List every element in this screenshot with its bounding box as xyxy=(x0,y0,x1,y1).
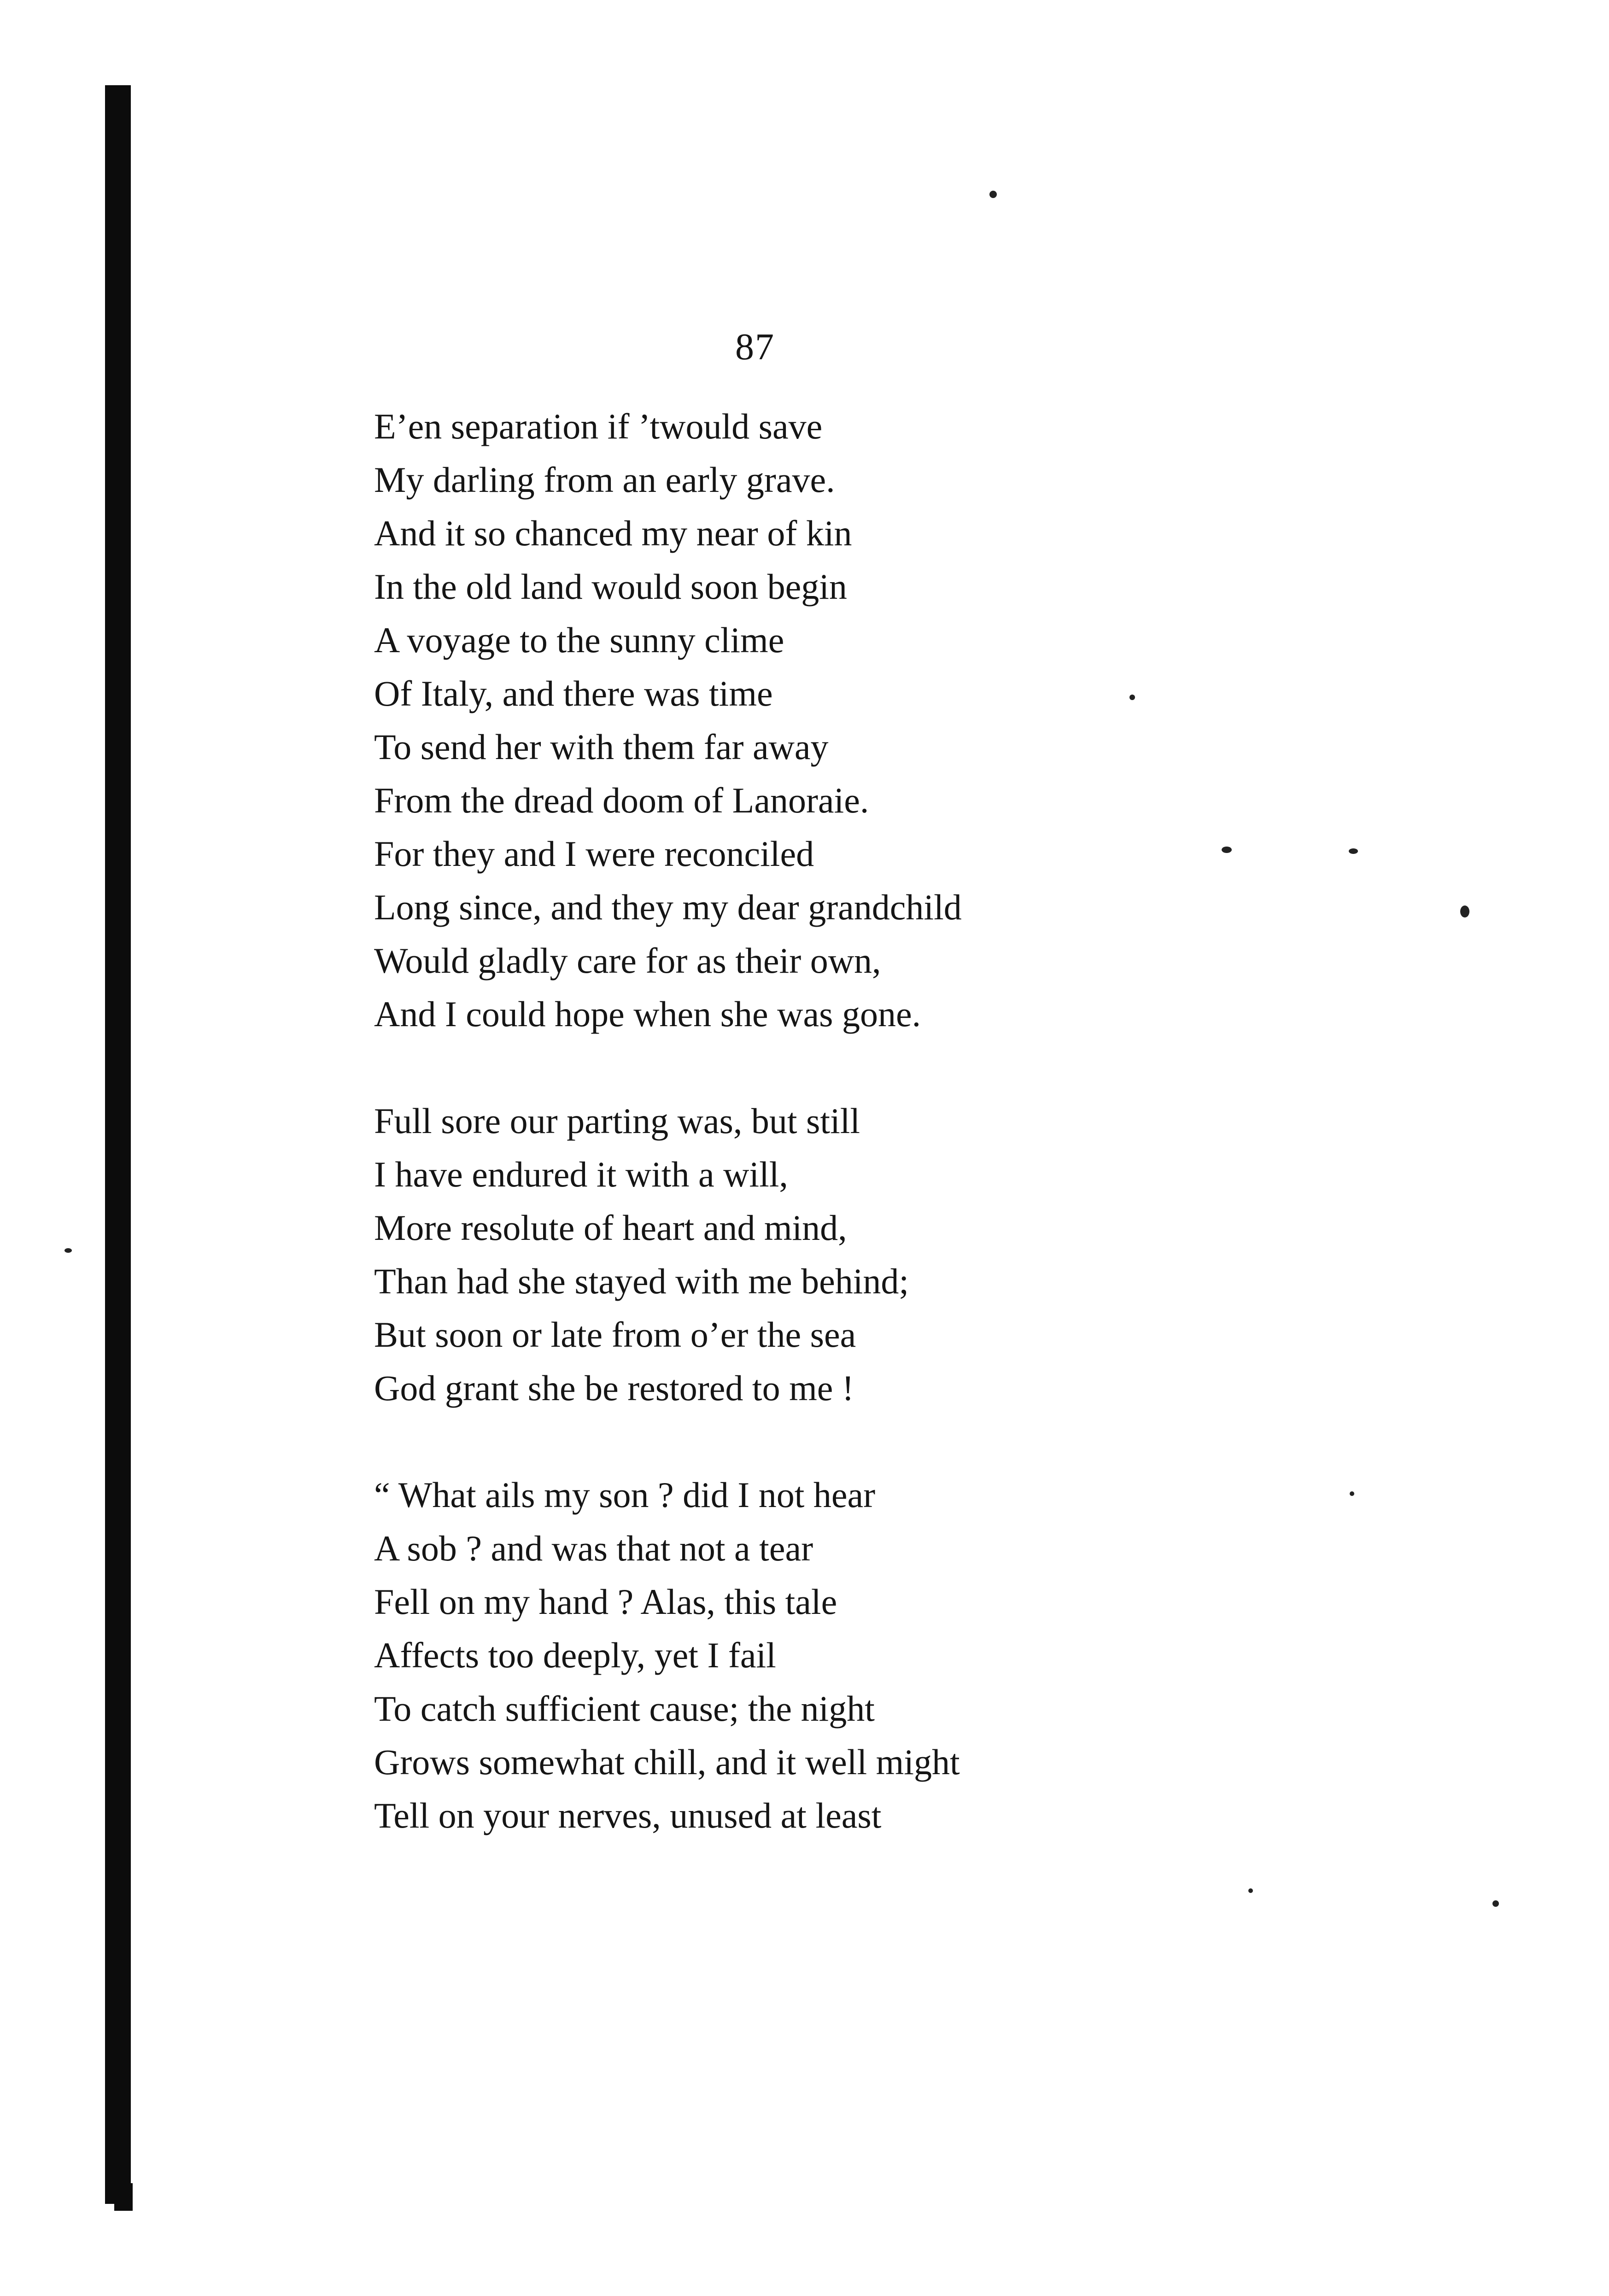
poem-line: Tell on your nerves, unused at least xyxy=(374,1795,882,1835)
poem-line: For they and I were reconciled xyxy=(374,834,814,874)
poem-line: To catch sufficient cause; the night xyxy=(374,1688,875,1729)
ink-speck xyxy=(1492,1900,1499,1907)
poem-line: Of Italy, and there was time xyxy=(374,673,773,713)
ink-speck xyxy=(1350,1491,1354,1496)
ink-speck xyxy=(1248,1888,1253,1893)
binding-edge-tail xyxy=(114,2183,133,2211)
poem-line: “ What ails my son ? did I not hear xyxy=(374,1475,876,1515)
poem-line: From the dread doom of Lanoraie. xyxy=(374,780,869,820)
poem-line: Grows somewhat chill, and it well might xyxy=(374,1742,960,1782)
poem-line: Fell on my hand ? Alas, this tale xyxy=(374,1582,837,1622)
poem-line: God grant she be restored to me ! xyxy=(374,1368,854,1408)
stanza-3 xyxy=(374,1468,1249,1842)
poem-line: Full sore our parting was, but still xyxy=(374,1101,860,1141)
poem-line: And I could hope when she was gone. xyxy=(374,994,921,1034)
poem-line: Would gladly care for as their own, xyxy=(374,941,881,981)
poem-line: A sob ? and was that not a tear xyxy=(374,1528,813,1568)
stanza-2 xyxy=(374,1094,1249,1415)
poem-line: A voyage to the sunny clime xyxy=(374,620,784,660)
poem-line: In the old land would soon begin xyxy=(374,567,847,607)
poem-line: And it so chanced my near of kin xyxy=(374,513,852,553)
poem-line: My darling from an early grave. xyxy=(374,460,835,500)
stanza-1 xyxy=(374,400,1249,1041)
poem-line: I have endured it with a will, xyxy=(374,1154,788,1194)
poem-line: Than had she stayed with me behind; xyxy=(374,1261,909,1301)
ink-speck xyxy=(989,191,997,198)
poem-line: Affects too deeply, yet I fail xyxy=(374,1635,776,1675)
poem-text xyxy=(374,400,1249,1842)
poem-line: Long since, and they my dear grandchild xyxy=(374,887,962,927)
poem-line: E’en separation if ’twould save xyxy=(374,406,823,446)
page-number: 87 xyxy=(735,326,775,368)
poem-line: To send her with them far away xyxy=(374,727,829,767)
poem-line: More resolute of heart and mind, xyxy=(374,1208,847,1248)
ink-speck xyxy=(64,1248,72,1253)
ink-speck xyxy=(1349,848,1358,854)
binding-edge xyxy=(105,85,131,2204)
ink-speck xyxy=(1460,906,1469,917)
poem-line: But soon or late from o’er the sea xyxy=(374,1315,856,1355)
